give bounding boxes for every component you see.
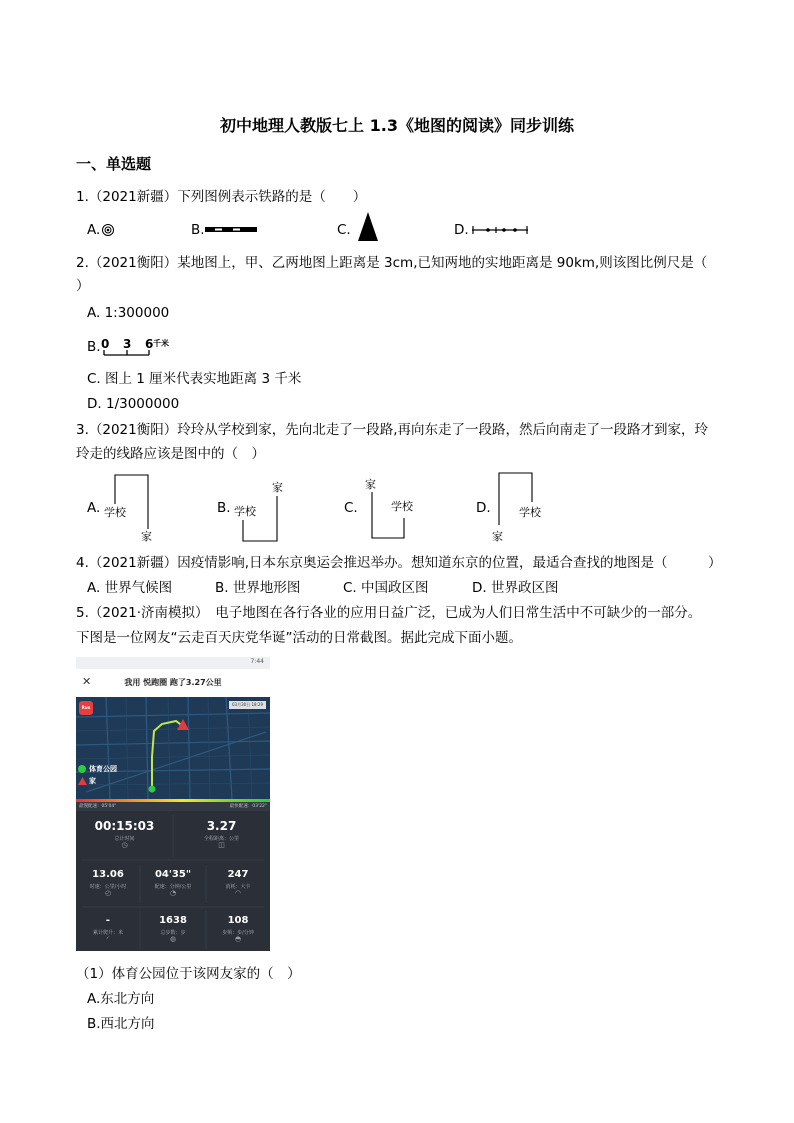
q3-option-c-route bbox=[360, 488, 410, 543]
stat-cadence-label: 步频：步/分钟 bbox=[222, 930, 254, 936]
stat-total-time-value: 00:15:03 bbox=[94, 819, 155, 833]
q3-option-b-label: B. bbox=[217, 500, 231, 516]
pace-strip bbox=[76, 799, 270, 811]
q3-option-d-route bbox=[492, 470, 542, 530]
q5-sub1-stem: （1）体育公园位于该网友家的（ ） bbox=[76, 966, 301, 982]
q2-scale-line bbox=[101, 349, 153, 357]
climb-icon: ◜ bbox=[106, 935, 110, 943]
q2-scale-unit: 千米 bbox=[153, 339, 169, 348]
q4-option-c: C. 中国政区图 bbox=[343, 580, 429, 596]
q3-option-c-label: C. bbox=[344, 500, 358, 516]
q2-scale-bar bbox=[101, 337, 181, 359]
section-heading: 一、单选题 bbox=[76, 155, 152, 173]
pace-gradient-bar bbox=[76, 799, 270, 802]
q2-option-b-label: B. bbox=[87, 339, 101, 355]
stat-pace-label: 配速：分钟/公里 bbox=[154, 884, 192, 890]
stat-steps-value: 1638 bbox=[159, 915, 187, 926]
q4-stem: 4.（2021新疆）因疫情影响,日本东京奥运会推迟举办。想知道东京的位置，最适合查找的地图是（ ） bbox=[76, 555, 722, 571]
q2-scale-tick-6: 6 bbox=[145, 337, 154, 351]
q3-option-c-school: 学校 bbox=[391, 500, 413, 513]
q1-option-a-symbol bbox=[101, 223, 115, 237]
q3-option-a-route bbox=[103, 472, 153, 532]
q3-option-a-school: 学校 bbox=[104, 506, 126, 519]
q2-scale-tick-3: 3 bbox=[123, 337, 132, 351]
route-map bbox=[76, 697, 270, 799]
map-date-label: 03月30日 18:29 bbox=[229, 701, 266, 709]
phone-status-time: 7:44 bbox=[250, 658, 264, 665]
park-marker-icon bbox=[78, 765, 86, 773]
stat-total-time-label: 总计时间 bbox=[114, 836, 135, 842]
stat-calories-value: 247 bbox=[227, 869, 249, 880]
pace-fast-label: 最快配速：03'22" bbox=[229, 804, 267, 809]
stat-distance-value: 3.27 bbox=[206, 819, 237, 833]
q5-stem-line1: 5.（2021·济南模拟） 电子地图在各行各业的应用日益广泛，已成为人们日常生活中不可缺少的一部分。 bbox=[76, 605, 702, 621]
speed-icon: ◴ bbox=[104, 889, 112, 897]
q3-option-b-home: 家 bbox=[272, 481, 283, 494]
legend-home-label: 家 bbox=[89, 777, 96, 785]
q1-option-d-label: D. bbox=[454, 222, 469, 238]
stat-speed-label: 时速：公里/小时 bbox=[89, 884, 127, 890]
route-map-drawing bbox=[76, 697, 270, 799]
q4-option-a: A. 世界气候图 bbox=[87, 580, 173, 596]
stats-panel bbox=[76, 811, 270, 951]
stat-steps-label: 总步数：步 bbox=[160, 930, 186, 936]
q3-option-c-home: 家 bbox=[365, 478, 376, 491]
q4-option-d: D. 世界政区图 bbox=[472, 580, 559, 596]
q2-option-d: D. 1/3000000 bbox=[87, 396, 180, 412]
clock-icon: ◷ bbox=[121, 841, 128, 849]
stat-climb-label: 累计爬升：米 bbox=[92, 930, 123, 936]
cadence-icon: ◓ bbox=[234, 935, 242, 943]
q1-option-b-symbol bbox=[205, 226, 257, 234]
q1-stem: 1.（2021新疆）下列图例表示铁路的是（ ） bbox=[76, 189, 367, 205]
pace-icon: ◔ bbox=[169, 889, 177, 897]
legend-park-label: 体育公园 bbox=[89, 765, 117, 773]
app-header bbox=[76, 669, 270, 698]
q1-option-a-label: A. bbox=[87, 222, 101, 238]
page-title: 初中地理人教版七上 1.3《地图的阅读》同步训练 bbox=[220, 116, 574, 135]
stat-distance-label: 全程距离：公里 bbox=[203, 836, 239, 842]
q2-stem-line2: ） bbox=[76, 278, 90, 294]
q3-stem-line2: 玲走的线路应该是图中的（ ） bbox=[76, 446, 265, 462]
home-marker-icon bbox=[78, 777, 87, 785]
q2-option-a: A. 1:300000 bbox=[87, 305, 170, 321]
stat-calories-label: 消耗：大卡 bbox=[225, 884, 251, 890]
q3-option-d-label: D. bbox=[476, 500, 491, 516]
q2-option-c: C. 图上 1 厘米代表实地距离 3 千米 bbox=[87, 371, 302, 387]
q5-sub1-option-a: A.东北方向 bbox=[87, 991, 155, 1007]
q3-option-b-school: 学校 bbox=[234, 505, 256, 518]
q4-option-b: B. 世界地形图 bbox=[215, 580, 301, 596]
stat-speed-value: 13.06 bbox=[92, 869, 124, 880]
steps-icon: ◍ bbox=[169, 935, 177, 943]
calories-icon: ◠ bbox=[234, 889, 242, 897]
app-logo: Run bbox=[79, 701, 93, 715]
q2-stem-line1: 2.（2021衡阳）某地图上，甲、乙两地图上距离是 3cm,已知两地的实地距离是 90km,则该图比例尺是（ bbox=[76, 255, 708, 271]
stat-pace-value: 04'35" bbox=[154, 869, 192, 880]
q3-stem-line1: 3.（2021衡阳）玲玲从学校到家，先向北走了一段路,再向东走了一段路，然后向南走了一段路才到家，玲 bbox=[76, 422, 709, 438]
q2-scale-tick-0: 0 bbox=[101, 337, 110, 351]
q5-stem-line2: 下图是一位网友“云走百天庆党华诞”活动的日常截图。据此完成下面小题。 bbox=[76, 630, 522, 646]
q1-option-d-symbol bbox=[471, 225, 529, 235]
running-app-screenshot bbox=[76, 657, 270, 951]
stat-climb-value: - bbox=[105, 915, 111, 926]
close-icon: ✕ bbox=[82, 675, 92, 688]
phone-status-bar bbox=[76, 657, 270, 669]
q1-option-b-label: B. bbox=[191, 222, 205, 238]
q3-option-a-label: A. bbox=[87, 500, 101, 516]
pace-slow-label: 最慢配速：05'04" bbox=[79, 804, 117, 809]
q3-option-d-school: 学校 bbox=[519, 506, 541, 519]
app-header-title: 我用 悦跑圈 跑了3.27公里 bbox=[124, 678, 222, 687]
q5-sub1-option-b: B.西北方向 bbox=[87, 1016, 155, 1032]
q1-option-c-label: C. bbox=[337, 222, 351, 238]
q3-option-d-home: 家 bbox=[492, 530, 503, 543]
distance-icon: ◫ bbox=[218, 841, 225, 849]
q3-option-a-home: 家 bbox=[141, 530, 152, 543]
q1-option-c-symbol bbox=[357, 212, 379, 242]
stat-cadence-value: 108 bbox=[227, 915, 249, 926]
